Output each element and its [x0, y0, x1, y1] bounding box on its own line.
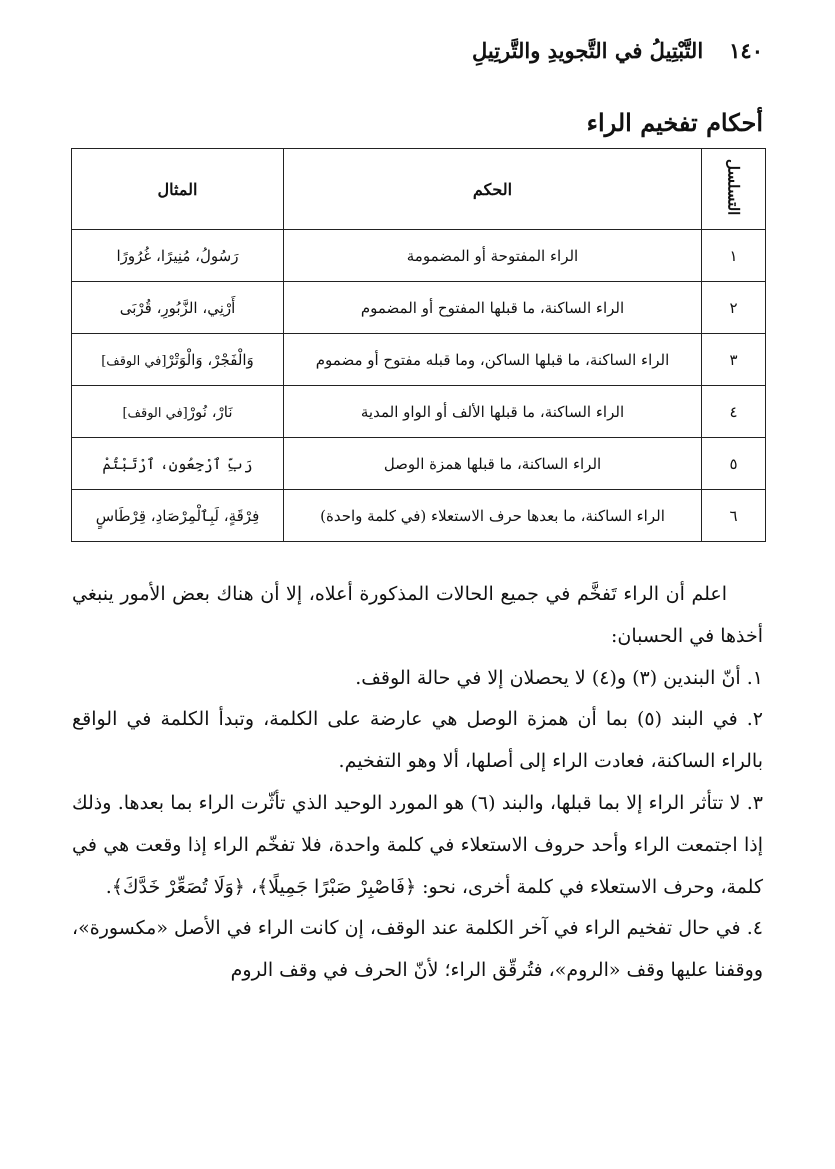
- row-number: ٣: [702, 334, 766, 386]
- row-rule: الراء المفتوحة أو المضمومة: [284, 230, 702, 282]
- row-example: نَارْ، نُورْ[في الوقف]: [72, 386, 284, 438]
- row-rule: الراء الساكنة، ما بعدها حرف الاستعلاء (في كلمة واحدة): [284, 490, 702, 542]
- row-note: [في الوقف]: [122, 405, 188, 421]
- header-serial: التسلسل: [702, 149, 766, 230]
- row-number: ٦: [702, 490, 766, 542]
- header-example: المثال: [72, 149, 284, 230]
- table-row: [72, 386, 766, 438]
- row-rule: الراء الساكنة، ما قبلها المفتوح أو المضموم: [284, 282, 702, 334]
- body-text: [72, 574, 763, 992]
- row-rule: الراء الساكنة، ما قبلها همزة الوصل: [284, 438, 702, 490]
- row-rule: الراء الساكنة، ما قبلها الساكن، وما قبله مفتوح أو مضموم: [284, 334, 702, 386]
- row-example: وَالْفَجْرْ، وَالْوَتْرْ[في الوقف]: [72, 334, 284, 386]
- row-number: ٢: [702, 282, 766, 334]
- row-number: ٤: [702, 386, 766, 438]
- table-row: [72, 282, 766, 334]
- list-item: ٢. في البند (٥) بما أن همزة الوصل هي عارضة على الكلمة، وتبدأ الكلمة في الواقع بالراء الساكنة، فعادت الراء إلى أصلها، ألا وهو التفخيم.: [72, 708, 763, 773]
- row-example: أَرْنِي، الزَّبُورِ، قُرْبَى: [72, 282, 284, 334]
- table-row: [72, 490, 766, 542]
- row-example: رَبِّ ٱرْجِعُونِ، ٱرْتَبْتُمْ: [72, 438, 284, 490]
- rules-table: [71, 148, 766, 542]
- row-number: ١: [702, 230, 766, 282]
- list-item: ٤. في حال تفخيم الراء في آخر الكلمة عند الوقف، إن كانت الراء في الأصل «مكسورة»، ووقفنا عليها وقف «الروم»، فتُرقّق الراء؛ لأنّ الحرف في وقف الروم: [72, 917, 763, 982]
- list-item: ١. أنّ البندين (٣) و(٤) لا يحصلان إلا في حالة الوقف.: [355, 666, 763, 689]
- intro-paragraph: اعلم أن الراء تَفخَّم في جميع الحالات المذكورة أعلاه، إلا أن هناك بعض الأمور ينبغي أخذها في الحسبان:: [72, 583, 763, 647]
- list-item: ٣. لا تتأثر الراء إلا بما قبلها، والبند (٦) هو المورد الوحيد الذي تأثّرت الراء بما بعدها. وذلك إذا اجتمعت الراء وأحد حروف الاستعلاء في كلمة واحدة، فلا تفخّم الراء إذا وقعت هي في كلمة، وحرف الاستعلاء في كلمة أخرى، نحو: ﴿فَاصْبِرْ صَبْرًا جَمِيلًا﴾، ﴿وَلَا تُصَعِّرْ خَدَّكَ﴾.: [72, 791, 763, 898]
- book-title: التَّبْتِيلُ في التَّجويدِ والتَّرتِيلِ: [471, 38, 704, 63]
- table-row: [72, 438, 766, 490]
- page-number: ١٤٠: [729, 38, 763, 63]
- row-number: ٥: [702, 438, 766, 490]
- table-header-row: [72, 149, 766, 230]
- row-example: فِرْقَةٍ، لَبِٱلْمِرْصَادِ، قِرْطَاسٍ: [72, 490, 284, 542]
- row-rule: الراء الساكنة، ما قبلها الألف أو الواو المدية: [284, 386, 702, 438]
- section-title: أحكام تفخيم الراء: [586, 108, 763, 137]
- table-row: [72, 230, 766, 282]
- table-row: [72, 334, 766, 386]
- row-example: رَسُولُ، مُنِيرًا، غُرُورًا: [72, 230, 284, 282]
- row-note: [في الوقف]: [101, 353, 167, 369]
- page-header: [72, 38, 763, 72]
- header-rule: الحكم: [284, 149, 702, 230]
